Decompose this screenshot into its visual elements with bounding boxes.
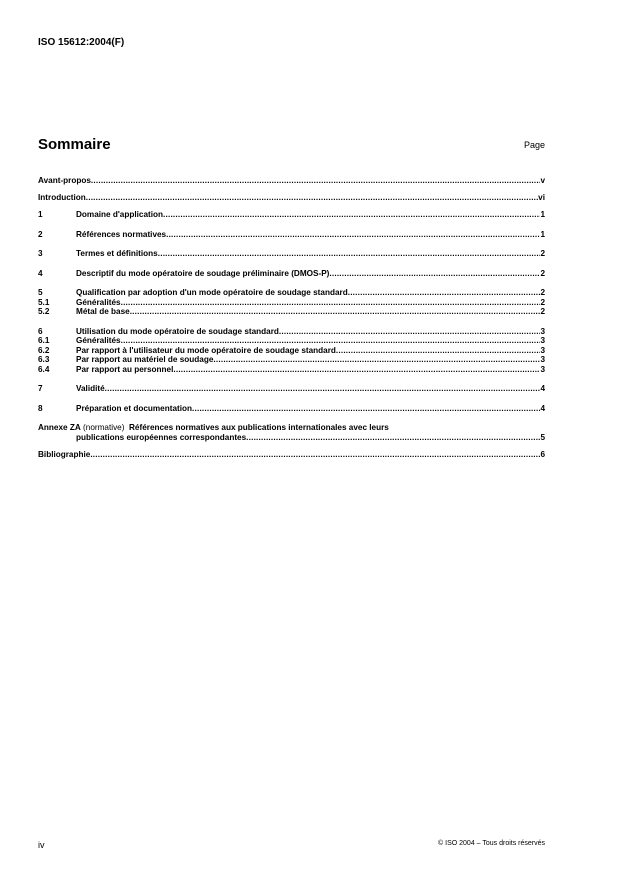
toc-entry-number: 4 — [38, 268, 43, 278]
toc-entry-page: 3 — [540, 326, 545, 336]
toc-entry[interactable] — [38, 336, 545, 346]
toc-entry-page: 1 — [540, 210, 545, 219]
toc-entry-number: 2 — [38, 229, 43, 239]
footer-page-number: iv — [38, 840, 45, 850]
toc-entry-text: Utilisation du mode opératoire de soudage standard — [76, 326, 279, 336]
toc-entry-page: 3 — [540, 345, 545, 355]
toc-leader-dots — [246, 433, 540, 443]
toc-entry-number: 5 — [38, 288, 43, 297]
toc-entry-number: 6.1 — [38, 336, 50, 345]
toc-entry-page: 3 — [540, 364, 545, 374]
toc-entry-text: Par rapport au matériel de soudage — [76, 355, 214, 364]
toc-entry-page: 2 — [540, 297, 545, 307]
toc-entry-text: Introduction — [38, 193, 86, 202]
toc-entry-number: 8 — [38, 403, 43, 413]
toc-entry-page: 1 — [540, 229, 545, 239]
toc-entry[interactable] — [38, 288, 545, 298]
footer-copyright: © ISO 2004 – Tous droits réservés — [438, 840, 545, 847]
toc-leader-dots — [348, 288, 541, 298]
toc-leader-dots — [329, 269, 540, 279]
annex-title-line-1 — [38, 423, 545, 433]
toc-leader-dots — [166, 230, 540, 240]
toc-entry[interactable] — [38, 404, 545, 414]
toc-entry-page: 3 — [540, 355, 545, 364]
annex-title-part-1: Références normatives aux publications internationales avec leurs — [129, 423, 389, 432]
toc-leader-dots — [158, 249, 541, 259]
toc-leader-dots — [105, 384, 541, 394]
toc-entry-number: 6.2 — [38, 345, 50, 355]
annex-title-part-2: publications européennes correspondantes — [76, 432, 247, 442]
toc-entry-text: Avant-propos — [38, 176, 91, 185]
toc-entry[interactable] — [38, 346, 545, 356]
toc-leader-dots — [279, 327, 541, 337]
toc-entry-page: 2 — [540, 307, 545, 316]
toc-entry[interactable] — [38, 176, 545, 186]
toc-entry[interactable] — [38, 384, 545, 394]
document-identifier: ISO 15612:2004(F) — [38, 37, 125, 48]
toc-entry-page: v — [540, 176, 545, 185]
annex-label: Annexe ZA — [38, 423, 81, 432]
toc-leader-dots — [121, 298, 541, 308]
toc-page-column-label: Page — [523, 140, 545, 150]
toc-leader-dots — [121, 336, 541, 346]
toc-entry[interactable] — [38, 210, 545, 220]
toc-entry[interactable] — [38, 298, 545, 308]
toc-annex-entry[interactable] — [38, 423, 545, 442]
toc-entry-text: Par rapport à l'utilisateur du mode opératoire de soudage standard — [76, 345, 336, 355]
toc-title: Sommaire — [38, 136, 111, 153]
toc-entry-text: Descriptif du mode opératoire de soudage préliminaire (DMOS-P) — [76, 268, 330, 278]
toc-entry-page: 6 — [540, 449, 545, 459]
toc-entry-text: Validité — [76, 384, 105, 393]
toc-entry-number: 6.4 — [38, 364, 50, 374]
toc-entry-text: Par rapport au personnel — [76, 364, 174, 374]
toc-entry[interactable] — [38, 355, 545, 365]
toc-entry-number: 3 — [38, 249, 43, 258]
toc-entry-text: Qualification par adoption d'un mode opératoire de soudage standard — [76, 288, 348, 297]
toc-leader-dots — [192, 404, 540, 414]
toc-entry-page: 2 — [540, 268, 545, 278]
toc-entry-page: vi — [538, 193, 545, 202]
toc-entry[interactable] — [38, 327, 545, 337]
annex-title-line-2 — [38, 433, 545, 443]
toc-entry-text: Généralités — [76, 336, 121, 345]
toc-entry-text: Préparation et documentation — [76, 403, 193, 413]
toc-leader-dots — [130, 307, 541, 317]
toc-entry[interactable] — [38, 269, 545, 279]
toc-leader-dots — [90, 450, 540, 460]
toc-entry[interactable] — [38, 249, 545, 259]
annex-page: 5 — [540, 432, 545, 442]
toc-leader-dots — [336, 346, 541, 356]
toc-leader-dots — [213, 355, 540, 365]
toc-entry-text: Bibliographie — [38, 449, 91, 459]
toc-entry-bibliography[interactable] — [38, 450, 545, 460]
annex-qualifier: (normative) — [83, 423, 125, 432]
toc-entry[interactable] — [38, 365, 545, 375]
toc-entry-number: 1 — [38, 210, 43, 219]
toc-entry-text: Termes et définitions — [76, 249, 158, 258]
toc-entry-number: 5.2 — [38, 307, 50, 316]
toc-entry-page: 4 — [540, 384, 545, 393]
toc-leader-dots — [173, 365, 540, 375]
toc-entry[interactable] — [38, 193, 545, 203]
toc-entry-text: Métal de base — [76, 307, 130, 316]
toc-entry-text: Références normatives — [76, 229, 167, 239]
toc-leader-dots — [86, 193, 538, 203]
toc-entry-number: 7 — [38, 384, 43, 393]
toc-entry[interactable] — [38, 230, 545, 240]
toc-entry-page: 2 — [540, 288, 545, 297]
toc-entry-number: 6 — [38, 326, 43, 336]
toc-entry[interactable] — [38, 307, 545, 317]
toc-entry-page: 2 — [540, 249, 545, 258]
toc-entry-number: 5.1 — [38, 297, 50, 307]
toc-leader-dots — [163, 210, 540, 220]
table-of-contents — [38, 176, 545, 459]
toc-entry-page: 4 — [540, 403, 545, 413]
toc-entry-number: 6.3 — [38, 355, 50, 364]
toc-entry-text: Généralités — [76, 297, 121, 307]
toc-entry-page: 3 — [540, 336, 545, 345]
toc-entry-text: Domaine d'application — [76, 210, 164, 219]
toc-leader-dots — [91, 176, 541, 186]
